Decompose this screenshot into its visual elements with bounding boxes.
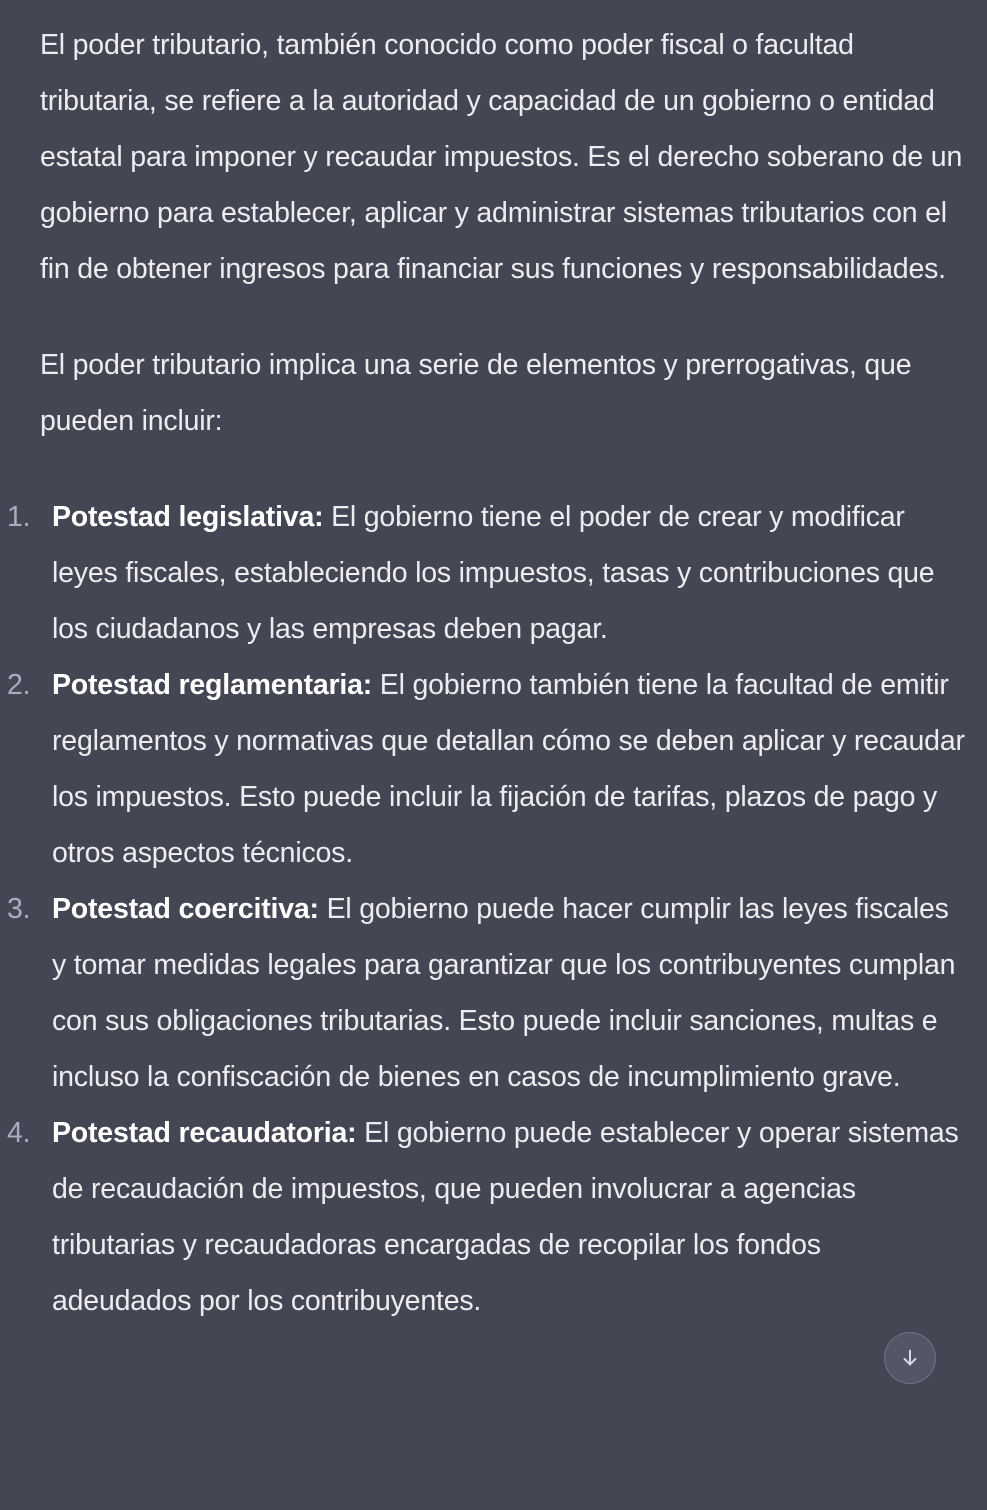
list-item [7,1105,967,1329]
list-item-number: 2. [7,669,31,701]
message-paragraph-elements: El poder tributario implica una serie de elementos y prerrogativas, que pueden incluir: [40,349,912,437]
list-item-term: Potestad legislativa: [52,501,324,533]
scroll-to-bottom-button[interactable] [884,1332,936,1384]
list-item [7,657,967,881]
list-item [7,489,967,657]
prerogatives-list [7,489,967,1329]
list-item-number: 1. [7,501,31,533]
list-item-number: 3. [7,893,31,925]
list-item-text: El gobierno tiene el poder de crear y modificar leyes fiscales, estableciendo los impuestos, tasas y contribuciones que los ciudadanos y las empresas deben pagar. [52,501,935,645]
list-item-text: El gobierno puede establecer y operar sistemas de recaudación de impuestos, que pueden involucrar a agencias tributarias y recaudadoras encargadas de recopilar los fondos adeudados por los contribuyentes. [52,1117,959,1317]
list-item-text: El gobierno también tiene la facultad de emitir reglamentos y normativas que detallan cómo se deben aplicar y recaudar los impuestos. Esto puede incluir la fijación de tarifas, plazos de pago y otros aspectos técnicos. [52,669,965,869]
list-item-number: 4. [7,1117,31,1149]
list-item-text: El gobierno puede hacer cumplir las leyes fiscales y tomar medidas legales para garantizar que los contribuyentes cumplan con sus obligaciones tributarias. Esto puede incluir sanciones, multas e incluso la confiscación de bienes en casos de incumplimiento grave. [52,893,956,1093]
arrow-down-icon [899,1347,921,1369]
message-paragraph-intro: El poder tributario, también conocido como poder fiscal o facultad tributaria, se refiere a la autoridad y capacidad de un gobierno o entidad estatal para imponer y recaudar impuestos. Es el derecho soberano de un gobierno para establecer, aplicar y administrar sistemas tributarios con el fin de obtener ingresos para financiar sus funciones y responsabilidades. [40,29,963,285]
list-item-term: Potestad reglamentaria: [52,669,373,701]
list-item [7,881,967,1105]
list-item-term: Potestad recaudatoria: [52,1117,357,1149]
list-item-term: Potestad coercitiva: [52,893,319,925]
